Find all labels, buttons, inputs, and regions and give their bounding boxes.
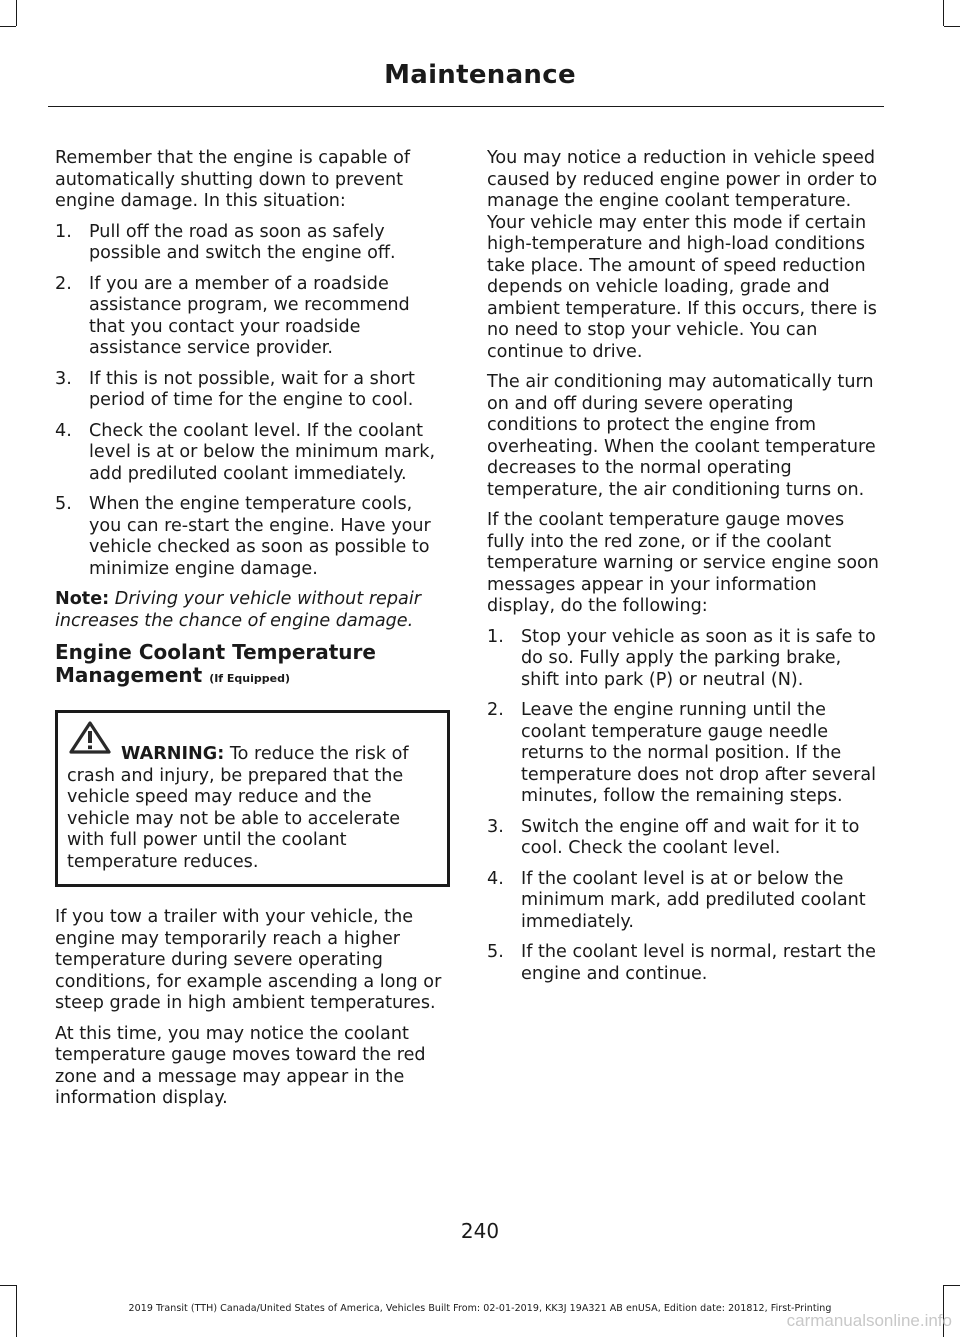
list-item-text: When the engine temperature cools, you can re-start the engine. Have your vehicle checked as soon as possible to minimize engine damage. xyxy=(89,494,431,579)
list-item-number: 1. xyxy=(487,626,504,647)
header-rule xyxy=(48,106,884,107)
list-item-number: 2. xyxy=(487,700,504,720)
section-title: Engine Coolant Temperature Management xyxy=(55,640,376,687)
page-number: 240 xyxy=(460,1219,500,1243)
list-item-text: If the coolant level is at or below the minimum mark, add prediluted coolant immediately. xyxy=(521,868,866,932)
gauge-paragraph: At this time, you may notice the coolant temperature gauge moves toward the red zone and a message may appear in the information display. xyxy=(55,1023,426,1108)
list-item-number: 3. xyxy=(55,368,72,389)
list-item-text: If you are a member of a roadside assistance program, we recommend that you contact your roadside assistance service provider. xyxy=(89,273,410,358)
note-label: Note: xyxy=(55,589,110,609)
note-text: Driving your vehicle without repair increases the chance of engine damage. xyxy=(55,589,421,631)
list-item xyxy=(55,494,450,580)
crop-mark-top-right-v xyxy=(943,0,944,26)
list-item-text: Stop your vehicle as soon as it is safe to do so. Fully apply the parking brake, shift into park (P) or neutral (N). xyxy=(521,626,876,690)
list-item-number: 1. xyxy=(55,221,72,242)
warning-label: WARNING: xyxy=(121,744,225,764)
list-item xyxy=(487,700,882,808)
red-zone-paragraph: If the coolant temperature gauge moves fully into the red zone, or if the coolant temperature warning or service engine soon messages appear in your information display, do the following: xyxy=(487,510,879,616)
list-item-number: 5. xyxy=(55,494,72,514)
crop-mark-top-left-v xyxy=(16,0,17,26)
section-suffix: (If Equipped) xyxy=(209,672,291,685)
list-item xyxy=(487,869,882,934)
list-item-number: 3. xyxy=(487,816,504,837)
list-item-text: If the coolant level is normal, restart the engine and continue. xyxy=(521,942,876,984)
list-item xyxy=(55,421,450,486)
list-item-text: Check the coolant level. If the coolant level is at or below the minimum mark, add prediluted coolant immediately. xyxy=(89,420,436,484)
air-conditioning-paragraph: The air conditioning may automatically turn on and off during severe operating conditions to protect the engine from overheating. When the coolant temperature decreases to the normal operating temperature, the air conditioning turns on. xyxy=(487,372,876,500)
page-header-title: Maintenance xyxy=(384,60,576,90)
crop-mark-top-left-h xyxy=(0,26,16,27)
section-heading xyxy=(55,641,450,690)
intro-paragraph: Remember that the engine is capable of automatically shutting down to prevent engine damage. In this situation: xyxy=(55,148,411,211)
shutdown-steps-list xyxy=(55,222,450,581)
list-item-text: Leave the engine running until the coolant temperature gauge needle returns to the normal position. If the temperature does not drop after several minutes, follow the remaining steps. xyxy=(521,700,876,806)
list-item-number: 4. xyxy=(55,420,72,441)
list-item xyxy=(487,817,882,860)
list-item xyxy=(55,369,450,412)
list-item xyxy=(55,222,450,265)
list-item-number: 4. xyxy=(487,868,504,889)
list-item-text: Pull off the road as soon as safely possible and switch the engine off. xyxy=(89,221,396,263)
watermark: carmanualsonline.info xyxy=(786,1311,952,1330)
list-item xyxy=(55,274,450,360)
crop-mark-bottom-left-h xyxy=(0,1285,16,1286)
red-zone-steps-list xyxy=(487,627,882,986)
warning-text: To reduce the risk of crash and injury, be prepared that the vehicle speed may reduce and the vehicle may not be able to accelerate with full power until the coolant temperature reduces. xyxy=(67,744,409,872)
list-item-text: If this is not possible, wait for a short period of time for the engine to cool. xyxy=(89,368,415,410)
speed-reduction-paragraph: You may notice a reduction in vehicle speed caused by reduced engine power in order to manage the engine coolant temperature. Your vehicle may enter this mode if certain high-temperature and high-load conditions take place. The amount of speed reduction depends on vehicle loading, grade and ambient temperature. If this occurs, there is no need to stop your vehicle. You can continue to drive. xyxy=(487,148,878,362)
crop-mark-bottom-right-h xyxy=(944,1285,960,1286)
right-column xyxy=(487,148,882,994)
list-item xyxy=(487,627,882,692)
towing-paragraph: If you tow a trailer with your vehicle, the engine may temporarily reach a higher temperature during severe operating conditions, for example ascending a long or steep grade in high ambient temperatures. xyxy=(55,907,442,1013)
warning-triangle-icon xyxy=(65,719,115,755)
left-column xyxy=(55,148,450,1119)
list-item-text: Switch the engine off and wait for it to cool. Check the coolant level. xyxy=(521,816,860,858)
list-item-number: 2. xyxy=(55,273,72,294)
list-item-number: 5. xyxy=(487,942,504,962)
list-item xyxy=(487,942,882,985)
warning-box xyxy=(55,710,450,887)
note-paragraph xyxy=(55,589,450,632)
footer-edition-text: 2019 Transit (TTH) Canada/United States of America, Vehicles Built From: 02-01-2019, KK3J 19A321 AB enUSA, Edition date: 201812, First-Printing xyxy=(128,1303,832,1314)
crop-mark-top-right-h xyxy=(944,26,960,27)
